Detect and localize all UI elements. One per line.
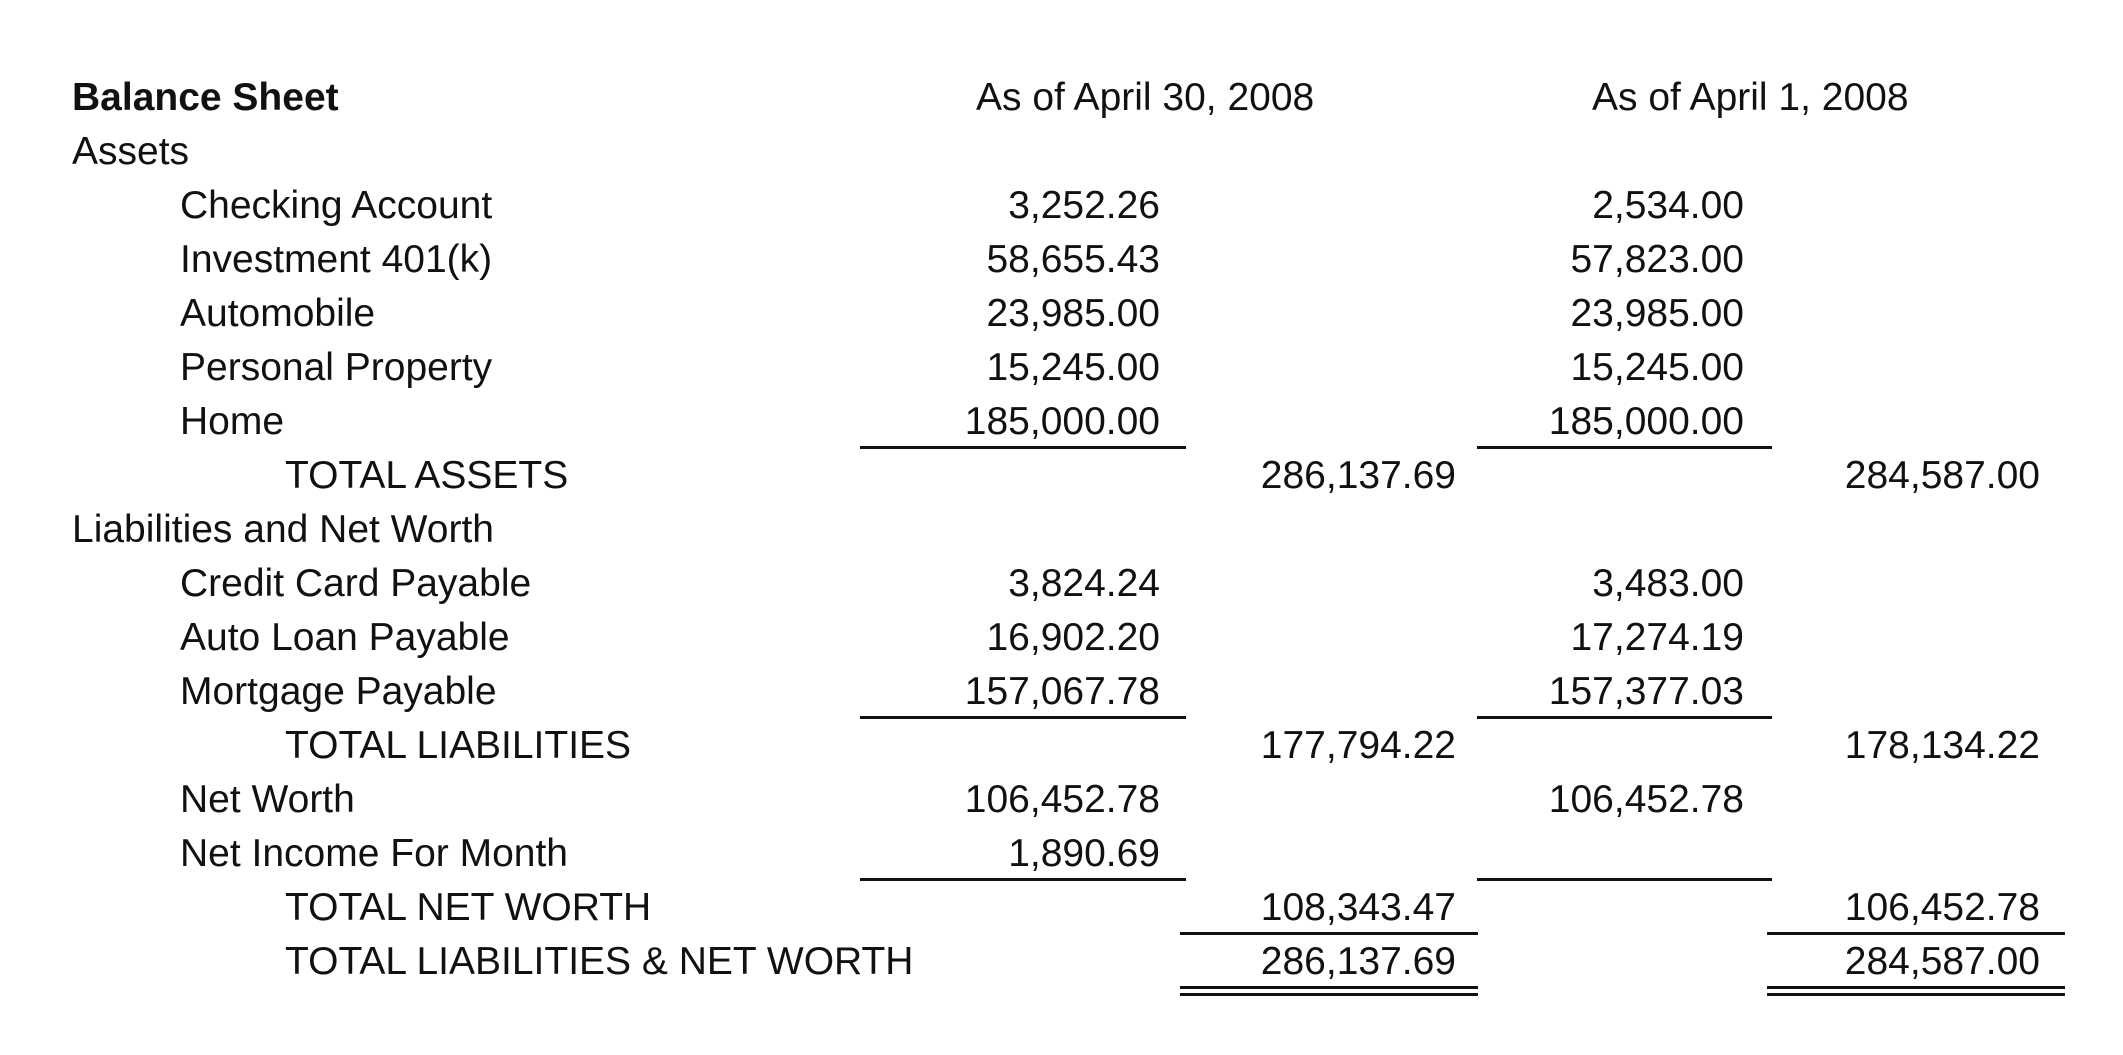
home-april-30: 185,000.00 (964, 400, 1160, 443)
liabilities-subtotal-rule-april-30 (860, 716, 1186, 719)
row-label-checking-account: Checking Account (180, 184, 493, 227)
total-liabilities-april-30: 177,794.22 (1260, 724, 1456, 767)
double-underline-april-30 (1180, 986, 1478, 996)
personal-property-april-1: 15,245.00 (1570, 346, 1744, 389)
total-assets-april-1: 284,587.00 (1844, 454, 2040, 497)
row-label-total-liabilities-and-net-worth: TOTAL LIABILITIES & NET WORTH (285, 940, 914, 983)
row-label-mortgage-payable: Mortgage Payable (180, 670, 497, 713)
automobile-april-30: 23,985.00 (986, 292, 1160, 335)
net-income-for-month-april-30: 1,890.69 (1008, 832, 1160, 875)
auto-loan-payable-april-1: 17,274.19 (1570, 616, 1744, 659)
home-april-1: 185,000.00 (1548, 400, 1744, 443)
personal-property-april-30: 15,245.00 (986, 346, 1160, 389)
investment-401k-april-1: 57,823.00 (1570, 238, 1744, 281)
column-header-april-1: As of April 1, 2008 (1592, 76, 1909, 119)
row-label-investment-401k: Investment 401(k) (180, 238, 493, 281)
credit-card-payable-april-1: 3,483.00 (1592, 562, 1744, 605)
row-label-total-assets: TOTAL ASSETS (285, 454, 569, 497)
row-label-credit-card-payable: Credit Card Payable (180, 562, 532, 605)
row-label-total-net-worth: TOTAL NET WORTH (285, 886, 652, 929)
auto-loan-payable-april-30: 16,902.20 (986, 616, 1160, 659)
row-label-personal-property: Personal Property (180, 346, 493, 389)
mortgage-payable-april-1: 157,377.03 (1548, 670, 1744, 713)
net-worth-april-1: 106,452.78 (1548, 778, 1744, 821)
total-liabilities-april-1: 178,134.22 (1844, 724, 2040, 767)
credit-card-payable-april-30: 3,824.24 (1008, 562, 1160, 605)
liabilities-subtotal-rule-april-1 (1477, 716, 1772, 719)
double-underline-april-1 (1767, 986, 2065, 996)
section-liabilities-and-net-worth: Liabilities and Net Worth (72, 508, 494, 551)
checking-account-april-1: 2,534.00 (1592, 184, 1744, 227)
total-net-worth-april-30: 108,343.47 (1260, 886, 1456, 929)
sheet-title: Balance Sheet (72, 76, 339, 119)
total-liabilities-and-net-worth-april-1: 284,587.00 (1844, 940, 2040, 983)
net-worth-april-30: 106,452.78 (964, 778, 1160, 821)
net-worth-subtotal-rule-april-1 (1477, 878, 1772, 881)
net-worth-subtotal-rule-april-30 (860, 878, 1186, 881)
automobile-april-1: 23,985.00 (1570, 292, 1744, 335)
total-assets-april-30: 286,137.69 (1260, 454, 1456, 497)
row-label-automobile: Automobile (180, 292, 376, 335)
row-label-total-liabilities: TOTAL LIABILITIES (285, 724, 632, 767)
row-label-home: Home (180, 400, 285, 443)
assets-subtotal-rule-april-30 (860, 446, 1186, 449)
checking-account-april-30: 3,252.26 (1008, 184, 1160, 227)
mortgage-payable-april-30: 157,067.78 (964, 670, 1160, 713)
row-label-auto-loan-payable: Auto Loan Payable (180, 616, 510, 659)
investment-401k-april-30: 58,655.43 (986, 238, 1160, 281)
row-label-net-income-for-month: Net Income For Month (180, 832, 568, 875)
section-assets: Assets (72, 130, 190, 173)
total-net-worth-april-1: 106,452.78 (1844, 886, 2040, 929)
column-header-april-30: As of April 30, 2008 (976, 76, 1315, 119)
total-liabilities-and-net-worth-april-30: 286,137.69 (1260, 940, 1456, 983)
row-label-net-worth: Net Worth (180, 778, 355, 821)
assets-subtotal-rule-april-1 (1477, 446, 1772, 449)
